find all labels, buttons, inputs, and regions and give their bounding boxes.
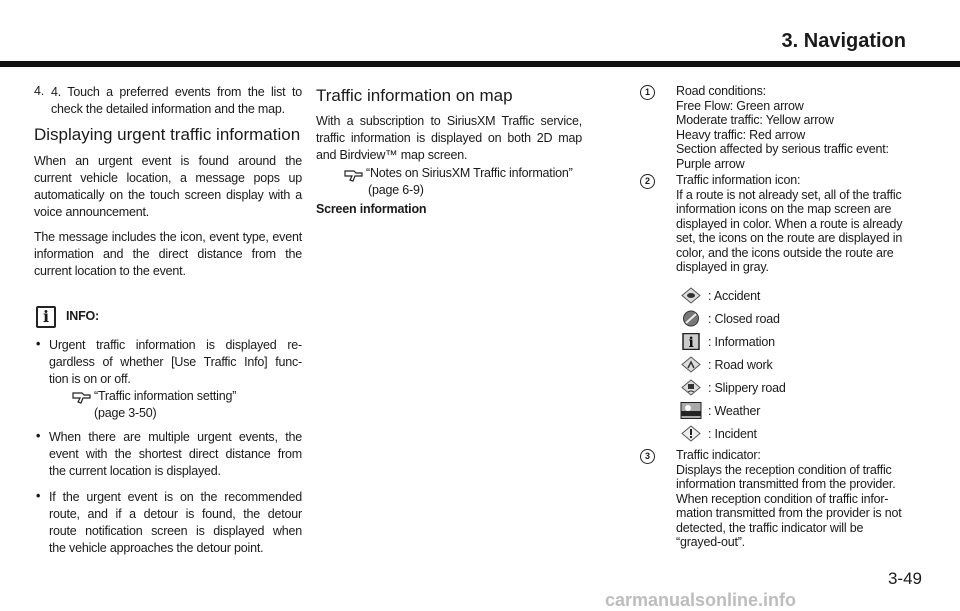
header-rule xyxy=(0,61,960,67)
legend-label: : Accident xyxy=(708,288,761,303)
text-line: The message includes the icon, event type, event xyxy=(34,230,302,244)
text-line: displayed in color. When a route is already xyxy=(676,216,903,231)
text-line: check the detailed information and the map. xyxy=(51,102,285,116)
bullet-mark: • xyxy=(36,337,41,351)
section-title: 3. Navigation xyxy=(781,30,906,52)
legend-label: : Slippery road xyxy=(708,380,786,395)
text-line: Section affected by serious traffic event: xyxy=(676,142,889,156)
legend-item-accident xyxy=(680,284,786,307)
legend-item-weather xyxy=(680,399,786,422)
info-bullet-3 xyxy=(49,489,302,557)
legend-label: : Closed road xyxy=(708,311,780,326)
page-number: 3-49 xyxy=(887,569,922,588)
text-line: Urgent traffic information is displayed re- xyxy=(49,338,302,352)
traffic-map-paragraph xyxy=(316,113,582,164)
watermark: carmanualsonline.info xyxy=(605,590,797,610)
legend-item-closed-road xyxy=(680,307,786,330)
text-line: If the urgent event is on the recommended xyxy=(49,490,302,504)
text-line: Heavy traffic: Red arrow xyxy=(676,127,806,142)
incident-icon xyxy=(680,425,702,442)
text-line: route notification screen is displayed when xyxy=(49,524,302,538)
bullet-mark: • xyxy=(36,429,41,443)
text-line: voice announcement. xyxy=(34,205,150,219)
legend-label: : Information xyxy=(708,334,775,349)
text-line: the vehicle approaches the detour point. xyxy=(49,541,264,555)
reference-title[interactable]: “Traffic information setting” xyxy=(94,389,237,403)
text-line: When an urgent event is found around the xyxy=(34,154,302,168)
callout-3-text xyxy=(676,448,902,550)
text-line: current vehicle location, a message pops up xyxy=(34,171,302,185)
accident-icon xyxy=(680,287,702,304)
step-4-text xyxy=(51,84,302,118)
callout-1-icon: 1 xyxy=(640,85,655,100)
text-line: Displays the reception condition of traffic xyxy=(676,462,892,477)
legend-item-slippery-road xyxy=(680,376,786,399)
info-label: INFO: xyxy=(66,309,100,323)
text-line: color, and the icons outside the route are xyxy=(676,245,894,260)
information-icon xyxy=(680,333,702,350)
svg-text:i: i xyxy=(688,335,694,350)
text-line: 4. Touch a preferred events from the list to xyxy=(51,85,302,99)
info-bullet-2 xyxy=(49,429,302,480)
text-line: Free Flow: Green arrow xyxy=(676,98,804,113)
legend-item-incident xyxy=(680,422,786,445)
text-line: and Birdview™ map screen. xyxy=(316,148,468,162)
subheading-screen-information: Screen information xyxy=(316,202,427,216)
legend-item-information xyxy=(680,330,786,353)
text-line: When reception condition of traffic infor- xyxy=(676,491,889,506)
urgent-paragraph-2 xyxy=(34,229,302,280)
text-line: information icons on the map screen are xyxy=(676,202,892,216)
reference-page[interactable]: (page 6-9) xyxy=(368,183,424,197)
legend-label: : Road work xyxy=(708,357,773,372)
legend-item-road-work xyxy=(680,353,786,376)
text-line: Traffic information icon: xyxy=(676,173,801,187)
urgent-paragraph-1 xyxy=(34,153,302,221)
callout-2-text xyxy=(676,173,902,275)
text-line: With a subscription to SiriusXM Traffic service, xyxy=(316,114,582,128)
reference-page[interactable]: (page 3-50) xyxy=(94,406,157,420)
reference-pointer-icon xyxy=(72,391,92,405)
callout-3-icon: 3 xyxy=(640,449,655,464)
slippery-road-icon xyxy=(680,379,702,396)
step-4-number: 4. xyxy=(34,84,45,98)
heading-urgent-traffic: Displaying urgent traffic information xyxy=(34,125,301,144)
reference-title[interactable]: “Notes on SiriusXM Traffic information” xyxy=(366,166,573,180)
traffic-icon-legend xyxy=(680,284,786,445)
bullet-mark: • xyxy=(36,489,41,503)
road-work-icon xyxy=(680,356,702,373)
text-line: Moderate traffic: Yellow arrow xyxy=(676,113,834,127)
text-line: displayed in gray. xyxy=(676,260,769,274)
reference-pointer-icon xyxy=(344,169,364,183)
text-line: traffic information is displayed on both 2D map xyxy=(316,131,582,145)
text-line: current location to the event. xyxy=(34,264,186,278)
text-line: When there are multiple urgent events, the xyxy=(49,430,302,444)
text-line: route, and if a detour is found, the detour xyxy=(49,507,302,521)
text-line: event with the shortest direct distance from xyxy=(49,447,302,461)
info-icon: i xyxy=(36,306,56,328)
legend-label: : Weather xyxy=(708,403,761,418)
text-line: automatically on the touch screen display with a xyxy=(34,188,302,202)
info-bullet-1 xyxy=(49,337,302,388)
text-line: information and the direct distance from the xyxy=(34,247,302,261)
text-line: Road conditions: xyxy=(676,84,766,98)
text-line: the current location is displayed. xyxy=(49,464,221,478)
text-line: detected, the traffic indicator will be xyxy=(676,520,864,535)
text-line: “grayed-out”. xyxy=(676,535,745,549)
text-line: tion is on or off. xyxy=(49,372,131,386)
text-line: Traffic indicator: xyxy=(676,448,761,462)
weather-icon xyxy=(680,402,702,419)
text-line: gardless of whether [Use Traffic Info] func- xyxy=(49,355,302,369)
text-line: mation transmitted from the provider is not xyxy=(676,506,902,520)
text-line: set, the icons on the route are displayed in xyxy=(676,231,903,245)
text-line: If a route is not already set, all of the traffic xyxy=(676,187,902,202)
callout-1-text xyxy=(676,84,889,171)
heading-traffic-on-map: Traffic information on map xyxy=(316,86,513,105)
text-line: information transmitted from the provider. xyxy=(676,477,896,491)
closed-road-icon xyxy=(680,310,702,327)
callout-2-icon: 2 xyxy=(640,174,655,189)
text-line: Purple arrow xyxy=(676,156,745,171)
legend-label: : Incident xyxy=(708,426,757,441)
